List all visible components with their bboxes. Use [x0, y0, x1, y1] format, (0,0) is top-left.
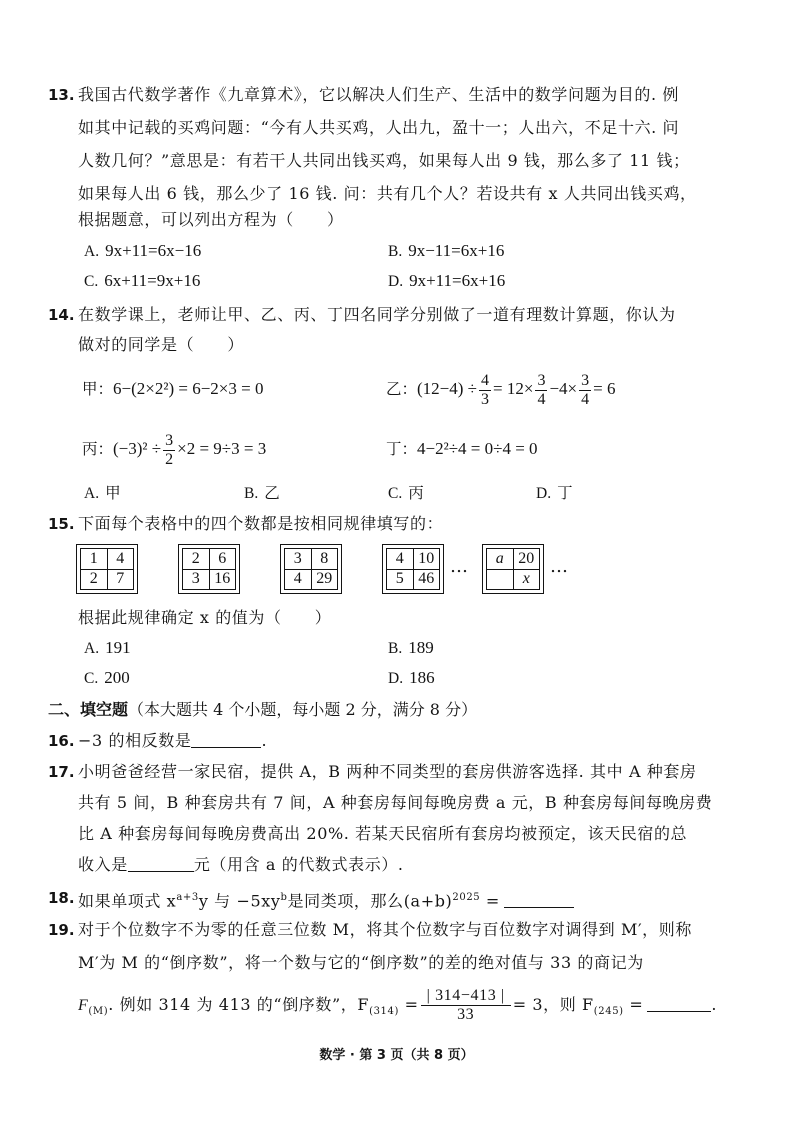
q13-option-b[interactable]: B. 9x−11=6x+16	[388, 241, 505, 260]
table-cell: 29	[311, 569, 338, 590]
q17-line-4: 收入是 元（用含 a 的代数式表示）.	[78, 855, 404, 874]
table-cell: 20	[513, 549, 540, 570]
q13-option-d[interactable]: D. 9x+11=6x+16	[388, 271, 506, 290]
table-cell: 4	[285, 569, 312, 590]
q14-ding-name: 丁：	[386, 440, 418, 458]
q19-number: 19.	[48, 921, 75, 939]
table-cell: x	[513, 569, 540, 590]
q13-line-1: 我国古代数学著作《九章算术》，它以解决人们生产、生活中的数学问题为目的. 例	[78, 85, 679, 104]
q18-number: 18.	[48, 889, 75, 907]
q14-jia-name: 甲：	[82, 380, 114, 398]
table-cell: 2	[81, 569, 108, 590]
q18-line: 如果单项式 $x^{a+3}y$ 与 $-5xy^b$是同类项，那么$(a+b)^{2025}$ =	[78, 886, 574, 913]
q15-table-1	[76, 544, 138, 594]
q14-option-c[interactable]: C. 丙	[388, 484, 424, 502]
q15-table-2	[178, 544, 240, 594]
q13-line-4: 如果每人出 6 钱，那么少了 16 钱. 问：共有几个人？若设共有 x 人共同出钱买鸡，	[78, 184, 697, 203]
table-cell: 4	[387, 549, 414, 570]
q14-yi-fraction-2: $\frac{3}{4}$	[537, 371, 546, 408]
q18-answer-blank[interactable]	[504, 889, 574, 908]
q14-option-d[interactable]: D. 丁	[536, 484, 573, 502]
q13-option-c[interactable]: C. 6x+11=9x+16	[84, 271, 201, 290]
table-cell: 1	[81, 549, 108, 570]
table-cell: 5	[387, 569, 414, 590]
q15-option-b[interactable]: B. 189	[388, 638, 434, 657]
q15-table-4	[382, 544, 444, 594]
q13-option-a[interactable]: A. 9x+11=6x−16	[84, 241, 202, 260]
section-title: 二、填空题	[48, 700, 129, 719]
page-footer: 数学 · 第 3 页（共 8 页）	[319, 1048, 474, 1063]
q15-ellipsis-2: …	[550, 556, 568, 577]
table-cell: 6	[209, 549, 236, 570]
q15-intro: 下面每个表格中的四个数都是按相同规律填写的：	[78, 514, 444, 533]
q17-line-1: 小明爸爸经营一家民宿，提供 A，B 两种不同类型的套房供游客选择. 其中 A 种套房	[78, 762, 697, 781]
q15-question: 根据此规律确定 x 的值为（ ）	[78, 608, 332, 627]
q13-line-5: 根据题意，可以列出方程为（ ）	[78, 210, 344, 229]
q13-line-3: 人数几何？”意思是：有若干人共同出钱买鸡，如果每人出 9 钱，那么多了 11 钱；	[78, 151, 690, 170]
q14-ding-work	[386, 437, 538, 461]
section-note: （本大题共 4 个小题，每小题 2 分，满分 8 分）	[128, 700, 478, 719]
q14-yi-work: 乙：(12−4) ÷ $\frac{4}{3}$ = 12× $\frac{3}{4}$ −4× $\frac{3}{4}$ = 6	[386, 371, 616, 408]
q15-table-3	[280, 544, 342, 594]
table-cell: 46	[413, 569, 440, 590]
q14-number: 14.	[48, 306, 75, 324]
q19-answer-blank[interactable]	[647, 993, 711, 1012]
table-cell: 3	[183, 569, 210, 590]
q14-option-b[interactable]: B. 乙	[244, 484, 280, 502]
section-heading	[48, 698, 477, 722]
q15-table-5	[482, 544, 544, 594]
q17-line-3: 比 A 种套房每间每晚房费高出 20%. 若某天民宿所有套房均被预定，该天民宿的总	[78, 824, 688, 843]
q14-jia-expr: 6−(2×2²) = 6−2×3 = 0	[113, 379, 264, 398]
q14-bing-work: 丙：(−3)² ÷ $\frac{3}{2}$ ×2 = 9÷3 = 3	[82, 431, 267, 468]
table-cell: 2	[183, 549, 210, 570]
q15-option-d[interactable]: D. 186	[388, 668, 435, 687]
q14-ding-expr: 4−2²÷4 = 0÷4 = 0	[417, 439, 538, 458]
q14-option-a[interactable]: A. 甲	[84, 484, 121, 502]
table-cell: 16	[209, 569, 236, 590]
table-cell	[487, 569, 514, 590]
q14-yi-fraction-3: $\frac{3}{4}$	[581, 371, 590, 408]
q16-text: −3 的相反数是	[78, 731, 192, 750]
q17-number: 17.	[48, 763, 75, 781]
q16-line: −3 的相反数是 .	[78, 731, 268, 750]
q13-number: 13.	[48, 86, 75, 104]
q14-bing-fraction: $\frac{3}{2}$	[165, 431, 174, 468]
q16-number: 16.	[48, 732, 75, 750]
q17-line-2: 共有 5 间，B 种套房共有 7 间，A 种套房每间每晚房费 a 元，B 种套房每间每晚房费	[78, 793, 713, 812]
q14-line-2: 做对的同学是（ ）	[78, 335, 245, 354]
q14-line-1: 在数学课上，老师让甲、乙、丙、丁四名同学分别做了一道有理数计算题，你认为	[78, 305, 676, 324]
q14-bing-name: 丙：	[82, 440, 114, 458]
q19-fraction: $\frac{| 314-413 |}{33}$	[421, 987, 511, 1024]
table-cell: 4	[107, 549, 134, 570]
q15-option-c[interactable]: C. 200	[84, 668, 130, 687]
q17-answer-blank[interactable]	[128, 853, 194, 872]
table-cell: a	[487, 549, 514, 570]
table-cell: 7	[107, 569, 134, 590]
q19-line-1: 对于个位数字不为零的任意三位数 M，将其个位数字与百位数字对调得到 M′，则称	[78, 920, 692, 939]
q14-yi-fraction-1: $\frac{4}{3}$	[481, 371, 490, 408]
q14-yi-name: 乙：	[386, 380, 418, 398]
table-cell: 10	[413, 549, 440, 570]
table-cell: 8	[311, 549, 338, 570]
table-cell: 3	[285, 549, 312, 570]
q14-jia-work	[82, 377, 263, 401]
q15-option-a[interactable]: A. 191	[84, 638, 131, 657]
q19-line-3: $F_{(M)}$. 例如 314 为 413 的“倒序数”，$F_{(314)}$ = $\frac{| 314-413 |}{33}$ = 3，则 $F_{(245)}$ = .	[78, 987, 718, 1023]
q19-line-2: M′为 M 的“倒序数”，将一个数与它的“倒序数”的差的绝对值与 33 的商记为	[78, 953, 644, 972]
q15-number: 15.	[48, 515, 75, 533]
q13-line-2: 如其中记载的买鸡问题：“今有人共买鸡，人出九，盈十一；人出六，不足十六. 问	[78, 118, 680, 137]
q15-ellipsis-1: …	[450, 556, 468, 577]
q16-answer-blank[interactable]	[191, 729, 261, 748]
